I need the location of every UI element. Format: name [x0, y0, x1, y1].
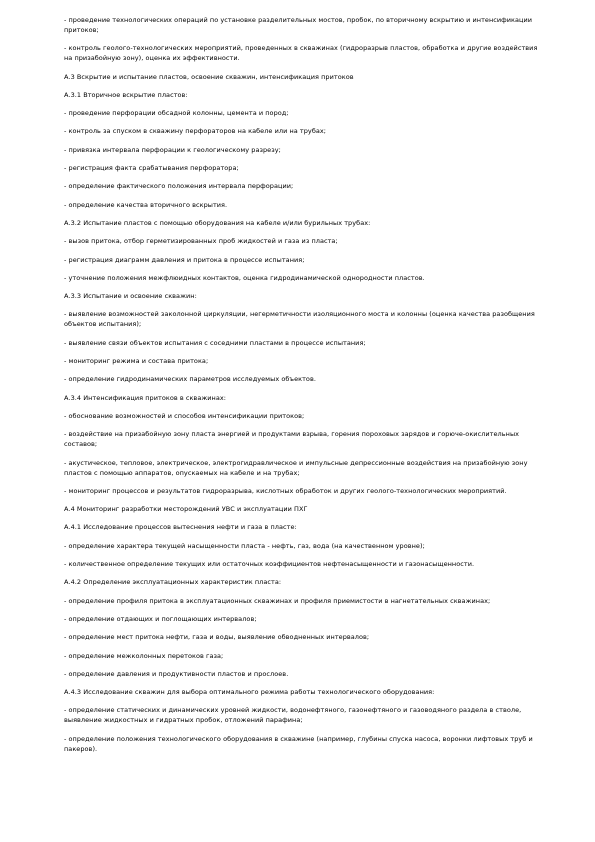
list-item: - определение характера текущей насыщенности пласта - нефть, газ, вода (на качественном уровне);	[64, 541, 425, 550]
list-item: - привязка интервала перфорации к геологическому разрезу;	[64, 145, 281, 154]
paragraph: - контроль геолого-технологических мероприятий, проведенных в скважинах (гидроразрыв пластов, обработка и другие воздействия на призабойную зону), оценка их эффективности.	[64, 44, 538, 63]
list-item: - определение давления и продуктивности пластов и прослоев.	[64, 669, 289, 678]
list-item: - воздействие на призабойную зону пласта энергией и продуктами взрыва, горения пороховых зарядов и горюче-окислительных составов;	[64, 430, 520, 449]
list-item: - мониторинг режима и состава притока;	[64, 357, 209, 366]
subsection-heading: А.3.1 Вторичное вскрытие пластов:	[64, 90, 188, 99]
list-item: - контроль за спуском в скважину перфораторов на кабеле или на трубах;	[64, 127, 327, 136]
subsection-heading: А.4.3 Исследование скважин для выбора оптимального режима работы технологического оборудования:	[64, 688, 435, 697]
list-item: - определение гидродинамических параметров исследуемых объектов.	[64, 375, 316, 384]
subsection-heading: А.4.1 Исследование процессов вытеснения нефти и газа в пласте:	[64, 523, 297, 532]
list-item: - определение фактического положения интервала перфорации;	[64, 182, 294, 191]
list-item: - определение отдающих и поглощающих интервалов;	[64, 614, 257, 623]
paragraph: - проведение технологических операций по установке разделительных мостов, пробок, по вторичному вскрытию и интенсификации притоков;	[64, 16, 533, 34]
list-item: - обоснование возможностей и способов интенсификации притоков;	[64, 411, 305, 420]
list-item: - регистрация факта срабатывания перфоратора;	[64, 164, 239, 173]
list-item: - определение профиля притока в эксплуатационных скважинах и профиля приемистости в нагнетательных скважинах;	[64, 596, 491, 605]
list-item: - выявление возможностей заколонной циркуляции, негерметичности изоляционного моста и колонны (оценка качества разобщения объектов испытания);	[64, 310, 535, 329]
list-item: - регистрация диаграмм давления и притока в процессе испытания;	[64, 255, 305, 264]
subsection-heading: А.3.3 Испытание и освоение скважин:	[64, 292, 197, 301]
subsection-heading: А.3.4 Интенсификация притоков в скважинах:	[64, 393, 227, 402]
list-item: - определение межколонных перетоков газа;	[64, 651, 224, 660]
list-item: - вызов притока, отбор герметизированных проб жидкостей и газа из пласта;	[64, 237, 338, 246]
list-item: - определение качества вторичного вскрытия.	[64, 200, 228, 209]
list-item: - выявление связи объектов испытания с соседними пластами в процессе испытания;	[64, 338, 366, 347]
list-item: - количественное определение текущих или остаточных коэффициентов нефтенасыщенности и газонасыщенности.	[64, 560, 475, 569]
list-item: - акустическое, тепловое, электрическое, электрогидравлическое и импульсные депрессионные воздействия на призабойную зону пластов с помощью аппаратов, опускаемых на кабеле и на трубах;	[64, 458, 528, 477]
list-item: - определение положения технологического оборудования в скважине (например, глубины спуска насоса, воронки лифтовых труб и пакеров).	[64, 734, 533, 753]
section-heading: А.3 Вскрытие и испытание пластов, освоение скважин, интенсификация притоков	[64, 72, 354, 81]
list-item: - проведение перфорации обсадной колонны, цемента и пород;	[64, 109, 289, 118]
list-item: - мониторинг процессов и результатов гидроразрыва, кислотных обработок и других геолого-технологических мероприятий.	[64, 486, 507, 495]
list-item: - уточнение положения межфлюидных контактов, оценка гидродинамической однородности пластов.	[64, 273, 425, 282]
subsection-heading: А.4.2 Определение эксплуатационных характеристик пласта:	[64, 578, 282, 587]
list-item: - определение статических и динамических уровней жидкости, водонефтяного, газонефтяного и газоводяного раздела в стволе, выявление жидкостных и гидратных пробок, отложений парафина;	[64, 706, 522, 725]
list-item: - определение мест притока нефти, газа и воды, выявление обводненных интервалов;	[64, 633, 370, 642]
section-heading: А.4 Мониторинг разработки месторождений УВС и эксплуатации ПХГ	[64, 505, 308, 514]
subsection-heading: А.3.2 Испытание пластов с помощью оборудования на кабеле и/или бурильных трубах:	[64, 218, 371, 227]
